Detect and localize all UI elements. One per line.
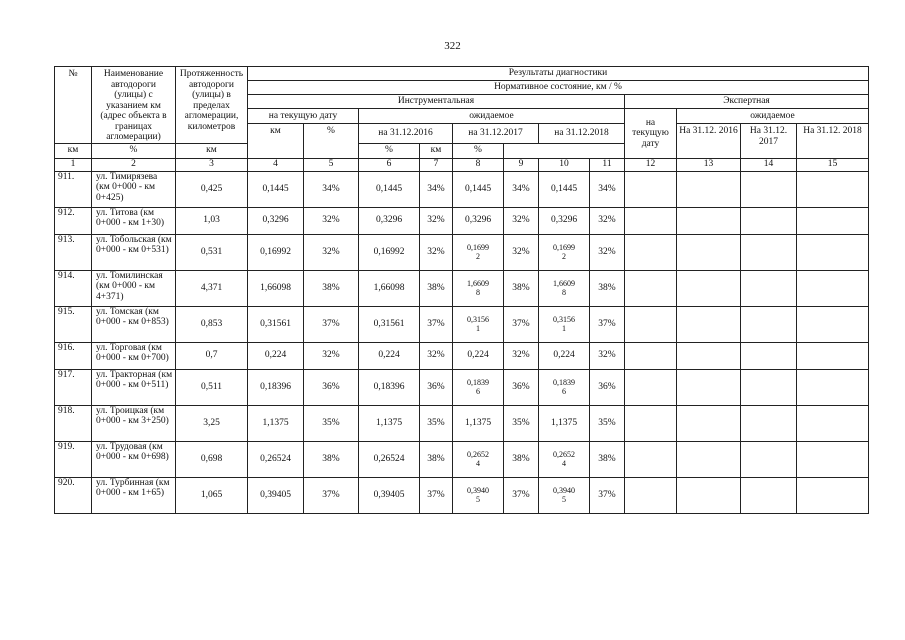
header-length: Протяженность автодороги (улицы) в пределах агломерации, километров <box>176 67 248 144</box>
cell-expert-empty <box>625 234 677 270</box>
cell-km16: 1,1375 <box>359 405 420 441</box>
cell-pct18: 35% <box>590 405 625 441</box>
cell-pct18: 32% <box>590 207 625 234</box>
cell-length: 1,065 <box>176 477 248 513</box>
cell-pct17: 38% <box>504 270 539 306</box>
header-num: № <box>55 67 92 144</box>
header-pct-current: % <box>304 124 359 158</box>
column-number-row <box>55 158 869 171</box>
cell-km18: 0,3296 <box>539 207 590 234</box>
header-pct-2018: % <box>453 143 504 158</box>
cell-km-cur: 0,224 <box>248 342 304 369</box>
cell-expert-empty <box>677 207 741 234</box>
cell-pct-cur: 32% <box>304 342 359 369</box>
cell-km18: 0,1839 6 <box>539 369 590 405</box>
header-date-2016: на 31.12.2016 <box>359 124 453 143</box>
column-number: 5 <box>304 158 359 171</box>
cell-expert-empty <box>741 234 797 270</box>
cell-km-cur: 1,66098 <box>248 270 304 306</box>
cell-km16: 0,3296 <box>359 207 420 234</box>
cell-km16: 0,16992 <box>359 234 420 270</box>
cell-pct-cur: 37% <box>304 306 359 342</box>
cell-pct16: 32% <box>420 234 453 270</box>
header-expert-2018: На 31.12. 2018 <box>797 124 869 158</box>
cell-expert-empty <box>741 207 797 234</box>
cell-pct16: 32% <box>420 342 453 369</box>
cell-pct-cur: 32% <box>304 207 359 234</box>
diagnostics-table <box>54 66 869 514</box>
cell-km16: 0,1445 <box>359 171 420 207</box>
table-row <box>55 207 869 234</box>
cell-name: ул. Турбинная (км 0+000 - км 1+65) <box>92 477 176 513</box>
cell-pct17: 37% <box>504 306 539 342</box>
table-row <box>55 171 869 207</box>
cell-num: 918. <box>55 405 92 441</box>
column-number: 8 <box>453 158 504 171</box>
cell-km-cur: 1,1375 <box>248 405 304 441</box>
cell-pct16: 37% <box>420 306 453 342</box>
cell-km-cur: 0,31561 <box>248 306 304 342</box>
table-row <box>55 477 869 513</box>
cell-pct-cur: 38% <box>304 270 359 306</box>
cell-num: 916. <box>55 342 92 369</box>
cell-pct17: 35% <box>504 405 539 441</box>
table-row <box>55 342 869 369</box>
cell-km16: 0,18396 <box>359 369 420 405</box>
cell-length: 0,698 <box>176 441 248 477</box>
cell-pct18: 34% <box>590 171 625 207</box>
cell-expert-empty <box>677 405 741 441</box>
cell-km17: 0,3296 <box>453 207 504 234</box>
cell-name: ул. Троицкая (км 0+000 - км 3+250) <box>92 405 176 441</box>
table-row <box>55 270 869 306</box>
cell-pct-cur: 34% <box>304 171 359 207</box>
cell-num: 920. <box>55 477 92 513</box>
cell-length: 4,371 <box>176 270 248 306</box>
cell-pct18: 36% <box>590 369 625 405</box>
header-results: Результаты диагностики <box>248 67 869 81</box>
cell-name: ул. Тобольская (км 0+000 - км 0+531) <box>92 234 176 270</box>
column-number: 9 <box>504 158 539 171</box>
cell-expert-empty <box>625 477 677 513</box>
cell-km18: 0,2652 4 <box>539 441 590 477</box>
cell-km18: 0,3940 5 <box>539 477 590 513</box>
header-expert-expected: ожидаемое <box>677 109 869 124</box>
cell-km-cur: 0,18396 <box>248 369 304 405</box>
cell-pct17: 32% <box>504 207 539 234</box>
header-instrumental: Инструментальная <box>248 95 625 109</box>
cell-pct-cur: 38% <box>304 441 359 477</box>
header-expected: ожидаемое <box>359 109 625 124</box>
cell-pct16: 34% <box>420 171 453 207</box>
cell-pct16: 36% <box>420 369 453 405</box>
table-row <box>55 306 869 342</box>
cell-num: 911. <box>55 171 92 207</box>
cell-expert-empty <box>625 207 677 234</box>
column-number: 6 <box>359 158 420 171</box>
cell-expert-empty <box>797 207 869 234</box>
cell-pct17: 34% <box>504 171 539 207</box>
cell-expert-empty <box>741 270 797 306</box>
cell-pct17: 37% <box>504 477 539 513</box>
cell-expert-empty <box>741 477 797 513</box>
cell-km17: 0,1445 <box>453 171 504 207</box>
header-km-2016: км <box>55 143 92 158</box>
column-number: 3 <box>176 158 248 171</box>
cell-pct-cur: 35% <box>304 405 359 441</box>
header-expert-2016: На 31.12. 2016 <box>677 124 741 158</box>
cell-expert-empty <box>625 342 677 369</box>
cell-name: ул. Торговая (км 0+000 - км 0+700) <box>92 342 176 369</box>
cell-length: 0,425 <box>176 171 248 207</box>
header-expert-current: на текущую дату <box>625 109 677 159</box>
cell-length: 0,853 <box>176 306 248 342</box>
cell-expert-empty <box>625 270 677 306</box>
cell-num: 915. <box>55 306 92 342</box>
cell-pct17: 32% <box>504 342 539 369</box>
cell-pct18: 38% <box>590 270 625 306</box>
cell-km18: 0,3156 1 <box>539 306 590 342</box>
cell-expert-empty <box>677 306 741 342</box>
cell-km18: 1,6609 8 <box>539 270 590 306</box>
cell-length: 0,531 <box>176 234 248 270</box>
cell-km17: 0,3156 1 <box>453 306 504 342</box>
cell-expert-empty <box>677 369 741 405</box>
column-number: 10 <box>539 158 590 171</box>
cell-expert-empty <box>741 342 797 369</box>
header-current-date: на текущую дату <box>248 109 359 124</box>
cell-expert-empty <box>625 441 677 477</box>
cell-length: 0,7 <box>176 342 248 369</box>
header-km-2018: км <box>420 143 453 158</box>
cell-km17: 0,1699 2 <box>453 234 504 270</box>
cell-km18: 0,1445 <box>539 171 590 207</box>
cell-km-cur: 0,3296 <box>248 207 304 234</box>
cell-expert-empty <box>741 405 797 441</box>
page-number: 322 <box>444 40 461 52</box>
cell-km17: 1,1375 <box>453 405 504 441</box>
header-pct-2016: % <box>92 143 176 158</box>
column-number: 11 <box>590 158 625 171</box>
cell-num: 919. <box>55 441 92 477</box>
cell-pct16: 38% <box>420 270 453 306</box>
cell-km18: 0,1699 2 <box>539 234 590 270</box>
table-row <box>55 369 869 405</box>
cell-name: ул. Томилинская (км 0+000 - км 4+371) <box>92 270 176 306</box>
cell-km18: 0,224 <box>539 342 590 369</box>
cell-expert-empty <box>677 441 741 477</box>
cell-length: 3,25 <box>176 405 248 441</box>
cell-pct-cur: 32% <box>304 234 359 270</box>
cell-pct18: 38% <box>590 441 625 477</box>
cell-km-cur: 0,16992 <box>248 234 304 270</box>
column-number: 12 <box>625 158 677 171</box>
cell-pct18: 32% <box>590 342 625 369</box>
cell-km18: 1,1375 <box>539 405 590 441</box>
header-km-current: км <box>248 124 304 158</box>
cell-num: 912. <box>55 207 92 234</box>
cell-expert-empty <box>677 234 741 270</box>
cell-expert-empty <box>625 405 677 441</box>
cell-km17: 0,1839 6 <box>453 369 504 405</box>
cell-pct17: 32% <box>504 234 539 270</box>
cell-km-cur: 0,1445 <box>248 171 304 207</box>
column-number: 7 <box>420 158 453 171</box>
header-pct-2017: % <box>359 143 420 158</box>
cell-num: 914. <box>55 270 92 306</box>
cell-pct16: 35% <box>420 405 453 441</box>
cell-pct-cur: 37% <box>304 477 359 513</box>
header-date-2017: на 31.12.2017 <box>453 124 539 143</box>
cell-expert-empty <box>625 369 677 405</box>
cell-km16: 1,66098 <box>359 270 420 306</box>
table-row <box>55 234 869 270</box>
cell-expert-empty <box>797 270 869 306</box>
cell-km-cur: 0,26524 <box>248 441 304 477</box>
cell-km17: 1,6609 8 <box>453 270 504 306</box>
cell-pct-cur: 36% <box>304 369 359 405</box>
cell-expert-empty <box>741 306 797 342</box>
cell-expert-empty <box>797 234 869 270</box>
cell-pct18: 37% <box>590 477 625 513</box>
column-number: 2 <box>92 158 176 171</box>
header-date-2018: на 31.12.2018 <box>539 124 625 143</box>
cell-expert-empty <box>797 171 869 207</box>
cell-num: 917. <box>55 369 92 405</box>
cell-expert-empty <box>797 369 869 405</box>
cell-km17: 0,3940 5 <box>453 477 504 513</box>
cell-name: ул. Титова (км 0+000 - км 1+30) <box>92 207 176 234</box>
cell-expert-empty <box>797 405 869 441</box>
cell-km-cur: 0,39405 <box>248 477 304 513</box>
cell-name: ул. Тимирязева (км 0+000 - км 0+425) <box>92 171 176 207</box>
cell-km16: 0,224 <box>359 342 420 369</box>
cell-pct16: 37% <box>420 477 453 513</box>
column-number: 1 <box>55 158 92 171</box>
column-number: 15 <box>797 158 869 171</box>
table-row <box>55 405 869 441</box>
cell-expert-empty <box>625 171 677 207</box>
cell-expert-empty <box>677 342 741 369</box>
cell-expert-empty <box>797 477 869 513</box>
cell-expert-empty <box>677 171 741 207</box>
cell-expert-empty <box>797 441 869 477</box>
header-expert: Экспертная <box>625 95 869 109</box>
cell-expert-empty <box>797 342 869 369</box>
header-km-2017: км <box>176 143 248 158</box>
column-number: 4 <box>248 158 304 171</box>
cell-expert-empty <box>677 477 741 513</box>
cell-km17: 0,2652 4 <box>453 441 504 477</box>
column-number: 14 <box>741 158 797 171</box>
cell-km16: 0,31561 <box>359 306 420 342</box>
cell-pct18: 32% <box>590 234 625 270</box>
cell-num: 913. <box>55 234 92 270</box>
cell-pct16: 38% <box>420 441 453 477</box>
cell-pct18: 37% <box>590 306 625 342</box>
column-number: 13 <box>677 158 741 171</box>
cell-expert-empty <box>741 369 797 405</box>
cell-pct16: 32% <box>420 207 453 234</box>
header-normative: Нормативное состояние, км / % <box>248 81 869 95</box>
cell-km16: 0,39405 <box>359 477 420 513</box>
cell-expert-empty <box>741 171 797 207</box>
header-expert-2017: На 31.12. 2017 <box>741 124 797 158</box>
cell-expert-empty <box>677 270 741 306</box>
cell-km17: 0,224 <box>453 342 504 369</box>
cell-length: 1,03 <box>176 207 248 234</box>
cell-name: ул. Томская (км 0+000 - км 0+853) <box>92 306 176 342</box>
cell-expert-empty <box>797 306 869 342</box>
cell-length: 0,511 <box>176 369 248 405</box>
cell-pct17: 38% <box>504 441 539 477</box>
header-name: Наименование автодороги (улицы) с указанием км (адрес объекта в границах агломерации) <box>92 67 176 144</box>
cell-pct17: 36% <box>504 369 539 405</box>
cell-expert-empty <box>741 441 797 477</box>
table-row <box>55 441 869 477</box>
cell-name: ул. Трудовая (км 0+000 - км 0+698) <box>92 441 176 477</box>
cell-km16: 0,26524 <box>359 441 420 477</box>
cell-expert-empty <box>625 306 677 342</box>
cell-name: ул. Тракторная (км 0+000 - км 0+511) <box>92 369 176 405</box>
